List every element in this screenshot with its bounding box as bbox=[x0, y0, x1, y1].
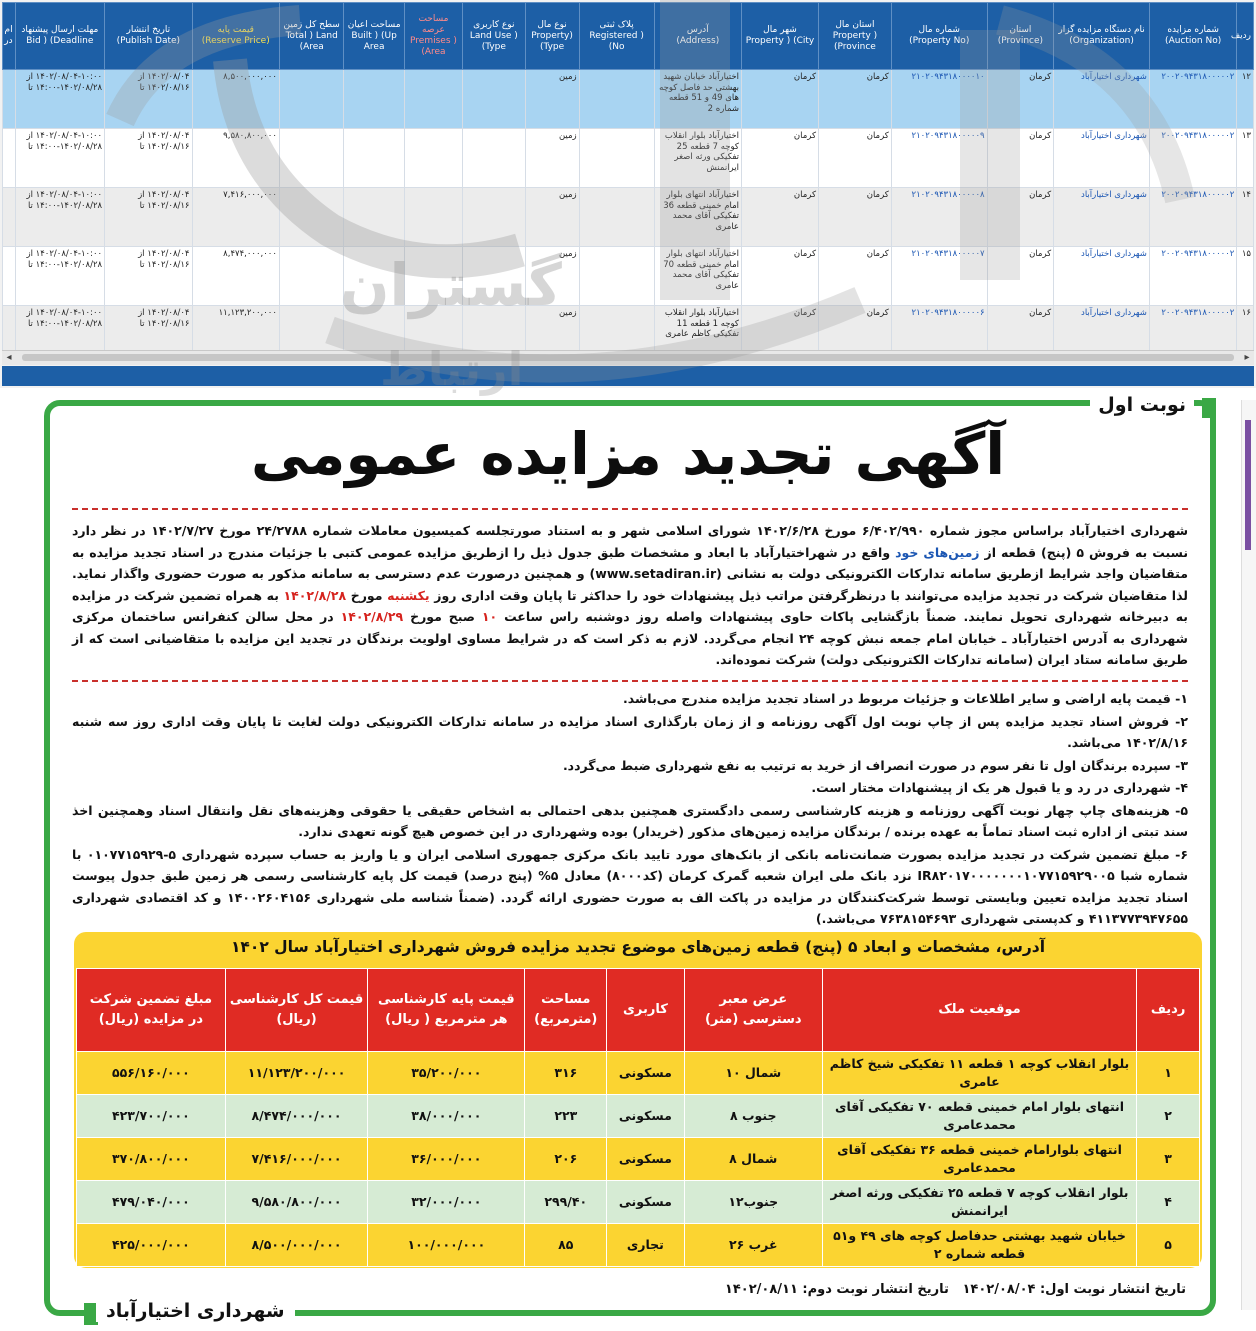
land-cell: مسکونی bbox=[607, 1138, 685, 1181]
land-header-cell: مساحت (مترمربع) bbox=[525, 969, 607, 1052]
header-label-en: (Address) bbox=[676, 36, 720, 46]
land-location-cell: انتهای بلوار امام خمینی قطعه ۷۰ تفکیکی آقای محمدعامری bbox=[822, 1095, 1136, 1138]
grid-cell-deadline: ۱۴۰۲/۰۸/۰۴-۱۰:۰۰ از ۱۴۰۲/۰۸/۲۸-۱۴:۰۰ تا bbox=[15, 306, 105, 365]
grid-cell-org: شهرداری اختیارآباد bbox=[1054, 188, 1150, 247]
header-label-en: Property ) (Province bbox=[832, 30, 878, 52]
grid-cell bbox=[279, 70, 344, 129]
term-item: ۲- فروش اسناد تجدید مزایده پس از چاپ نوبت اول آگهی روزنامه و از زمان بارگذاری اسناد مزایده در سامانه تدارکات الکترونیکی دولت لغایت تا پایان وقت اداری روز سه شنبه ۱۴۰۲/۸/۱۶ می‌باشد. bbox=[72, 713, 1188, 750]
header-label-en: Land Use ) (Type bbox=[469, 30, 518, 52]
grid-cell-property-no: ۲۱۰۲۰۹۴۳۱۸۰۰۰۰۰۸ bbox=[891, 188, 987, 247]
deadline-day: یکشنبه bbox=[387, 587, 430, 603]
header-label-fa: مساحت عرصه bbox=[418, 14, 449, 35]
grid-cell-type: زمین bbox=[525, 129, 579, 188]
land-cell: ۹/۵۸۰/۸۰۰/۰۰۰ bbox=[225, 1181, 367, 1224]
watermark-text-2: ارتباط bbox=[380, 342, 524, 396]
term-item: ۴- شهرداری در رد و یا قبول هر یک از پیشنهادات مختار است. bbox=[811, 780, 1188, 795]
grid-cell-prop-city: کرمان bbox=[741, 188, 818, 247]
grid-cell-org: شهرداری اختیارآباد bbox=[1054, 70, 1150, 129]
land-cell: ۸۵ bbox=[525, 1224, 607, 1267]
header-label-fa: پلاک ثبتی bbox=[599, 19, 634, 30]
header-label-fa: آدرس bbox=[686, 25, 709, 35]
terms-list bbox=[72, 688, 1188, 931]
grid-row[interactable] bbox=[3, 70, 1254, 129]
grid-cell-num: ۱۴ bbox=[1237, 188, 1254, 247]
grid-cell bbox=[463, 188, 525, 247]
grid-cell-auction: ۲۰۰۲۰۹۴۳۱۸۰۰۰۰۰۲ bbox=[1149, 188, 1236, 247]
grid-cell bbox=[279, 247, 344, 306]
land-cell: ۳ bbox=[1137, 1138, 1200, 1181]
land-cell: ۳۲/۰۰۰/۰۰۰ bbox=[368, 1181, 525, 1224]
grid-cell bbox=[344, 247, 404, 306]
grid-header-cell[interactable] bbox=[1149, 3, 1236, 70]
grid-cell-prop-city: کرمان bbox=[741, 247, 818, 306]
grid-cell-province: کرمان bbox=[987, 247, 1054, 306]
grid-header-cell[interactable] bbox=[891, 3, 987, 70]
land-location-cell: بلوار انقلاب کوچه ۱ قطعه ۱۱ تفکیکی شیخ کاظم عامری bbox=[822, 1052, 1136, 1095]
grid-cell-address: اختیارآباد بلوار انقلاب کوچه 7 قطعه 25 تفکیکی ورثه اصغر ایرانمنش bbox=[654, 129, 741, 188]
intro-text-6: در محل سالن کنفرانس ساختمان مرکزی شهرداری به آدرس اختیارآباد ـ خیابان امام جمعه نبش کوچه ۲۴ انجام می‌گردد. لازم به ذکر است که در شرایط مساوی اولویت برندگان در تجدید این مزایده با متقاضیانی است که از طریق سامانه ستاد ایران (سامانه تدارکات الکترونیکی دولت) شرکت نموده‌اند. bbox=[72, 609, 1188, 667]
land-cell: ۱۰۰/۰۰۰/۰۰۰ bbox=[368, 1224, 525, 1267]
grid-cell bbox=[463, 247, 525, 306]
grid-cell-type: زمین bbox=[525, 247, 579, 306]
land-header-cell: مبلغ تضمین شرکت در مزایده (ریال) bbox=[77, 969, 226, 1052]
grid-cell-reg bbox=[579, 70, 654, 129]
header-label-en: (Province) bbox=[997, 36, 1044, 46]
land-cell: ۷/۴۱۶/۰۰۰/۰۰۰ bbox=[225, 1138, 367, 1181]
header-label-en: Property ) (City bbox=[745, 36, 815, 46]
second-publish-date: ۱۴۰۲/۰۸/۱۱ bbox=[724, 1282, 798, 1297]
land-cell: ۱۱/۱۲۳/۲۰۰/۰۰۰ bbox=[225, 1052, 367, 1095]
grid-cell-auction: ۲۰۰۲۰۹۴۳۱۸۰۰۰۰۰۲ bbox=[1149, 129, 1236, 188]
auction-grid bbox=[2, 2, 1254, 365]
grid-cell-price: ۸,۴۷۴,۰۰۰,۰۰۰ bbox=[192, 247, 279, 306]
grid-cell-publish: ۱۴۰۲/۰۸/۰۴ از ۱۴۰۲/۰۸/۱۶ تا bbox=[105, 306, 192, 365]
auction-grid-panel bbox=[0, 0, 1256, 396]
grid-cell-auction: ۲۰۰۲۰۹۴۳۱۸۰۰۰۰۰۲ bbox=[1149, 306, 1236, 365]
grid-cell-prop-province: کرمان bbox=[819, 129, 892, 188]
term-item: ۶- مبلغ تضمین شرکت در تجدید مزایده بصورت ضمانت‌نامه بانکی از بانک‌های مورد تایید بانک مرکزی جمهوری اسلامی ایران و یا واریز به حساب سپرده شهرداری ۵-۰۱۰۷۷۱۵۹۲۹ با شماره شبا IR۸۲۰۱۷۰۰۰۰۰۰۰۱۰۷۷۱۵۹۲۹۰۰۵ نزد بانک ملی ایران شعبه گمرک کرمان (کد۸۰۰۰) معادل ۵% (پنج درصد) قیمت کل پایه کارشناسی رسمی هر زمین طبق جدول پیوست اسناد تجدید مزایده تعیین وبایستی توسط شرکت‌کنندگان در مزایده در پاکت الف به صورت حضوری ارائه گردد. (ضمناً شناسه ملی شهرداری ۱۴۰۰۲۶۰۴۱۵۶ و کد اقتصادی شهرداری ۴۱۱۳۷۷۳۹۴۷۶۵۵ و کدپستی شهرداری ۷۶۳۸۱۵۴۶۹۳ می‌باشد.) bbox=[72, 846, 1188, 926]
header-label-fa: شهر مال bbox=[763, 25, 797, 35]
turn-marker bbox=[1202, 398, 1216, 418]
grid-header-cell[interactable] bbox=[1230, 3, 1254, 70]
grid-cell-org: شهرداری اختیارآباد bbox=[1054, 129, 1150, 188]
header-label-fa: شماره مزایده bbox=[1167, 25, 1219, 35]
grid-cell-price: ۷,۴۱۶,۰۰۰,۰۰۰ bbox=[192, 188, 279, 247]
grid-cell-publish: ۱۴۰۲/۰۸/۰۴ از ۱۴۰۲/۰۸/۱۶ تا bbox=[105, 247, 192, 306]
divider bbox=[72, 680, 1188, 682]
grid-cell-province: کرمان bbox=[987, 306, 1054, 365]
land-cell: ۲ bbox=[1137, 1095, 1200, 1138]
grid-cell-publish: ۱۴۰۲/۰۸/۰۴ از ۱۴۰۲/۰۸/۱۶ تا bbox=[105, 188, 192, 247]
grid-header-cell[interactable] bbox=[192, 3, 279, 70]
header-label-en: (Auction No) bbox=[1165, 36, 1222, 46]
opening-hour: ۱۰ bbox=[481, 609, 498, 624]
land-row bbox=[77, 1052, 1200, 1095]
land-cell: مسکونی bbox=[607, 1181, 685, 1224]
grid-cell bbox=[3, 247, 16, 306]
land-row bbox=[77, 1224, 1200, 1267]
intro-link: زمین‌های خود bbox=[895, 544, 980, 560]
land-cell: ۳۷۰/۸۰۰/۰۰۰ bbox=[77, 1138, 226, 1181]
grid-cell-deadline: ۱۴۰۲/۰۸/۰۴-۱۰:۰۰ از ۱۴۰۲/۰۸/۲۸-۱۴:۰۰ تا bbox=[15, 188, 105, 247]
side-strip bbox=[1241, 400, 1256, 1310]
land-header-cell: ردیف bbox=[1137, 969, 1200, 1052]
header-label-en: Premises ) (Area bbox=[410, 36, 457, 57]
header-label-fa: ام در bbox=[4, 25, 13, 46]
land-cell: شمال ۸ bbox=[684, 1138, 822, 1181]
header-label-fa: ردیف bbox=[1230, 30, 1251, 41]
header-label-en: Registered ) (No bbox=[589, 30, 644, 52]
grid-cell-auction: ۲۰۰۲۰۹۴۳۱۸۰۰۰۰۰۲ bbox=[1149, 247, 1236, 306]
land-cell: ۲۲۳ bbox=[525, 1095, 607, 1138]
land-row bbox=[77, 1138, 1200, 1181]
grid-header-cell[interactable] bbox=[654, 3, 741, 70]
header-label-en: Property) (Type bbox=[531, 30, 573, 52]
land-cell: شمال ۱۰ bbox=[684, 1052, 822, 1095]
grid-cell-num: ۱۵ bbox=[1237, 247, 1254, 306]
land-cell: ۴۲۵/۰۰۰/۰۰۰ bbox=[77, 1224, 226, 1267]
header-label-en: Total ) Land (Area bbox=[285, 30, 338, 52]
land-cell: ۳۵/۲۰۰/۰۰۰ bbox=[368, 1052, 525, 1095]
grid-cell-property-no: ۲۱۰۲۰۹۴۳۱۸۰۰۰۰۰۷ bbox=[891, 247, 987, 306]
land-header-cell: موقعیت ملک bbox=[822, 969, 1136, 1052]
grid-header-row bbox=[3, 3, 1254, 70]
grid-header-cell[interactable] bbox=[819, 3, 892, 70]
grid-cell-property-no: ۲۱۰۲۰۹۴۳۱۸۰۰۰۰۱۰ bbox=[891, 70, 987, 129]
intro-text-5: صبح مورخ bbox=[403, 609, 482, 624]
intro-text-2: واقع در شهراختیارآباد با ابعاد و مشخصات طبق جدول ذیل را ازطریق مزایده عمومی کتبی با جزئیات مندرج در اسناد تجدید مزایده به متقاضیان واجد شرایط ازطریق سامانه تدارکات الکترونیکی دولت به نشانی (www.setadiran.ir) و همچنین درصورت عدم دسترسی به سامانه مذکور به صورت حضوری واگذار نماید. لذا متقاضیان شرکت در تجدید مزایده می‌توانند با درنظرگرفتن مراتب ذیل پیشنهادات خود را حداکثر تا پایان وقت اداری روز bbox=[72, 544, 1189, 603]
land-cell: ۱ bbox=[1137, 1052, 1200, 1095]
grid-footer-band bbox=[2, 366, 1254, 386]
grid-cell-address: اختیارآباد انتهای بلوار امام خمینی قطعه 36 تفکیکی آقای محمد عامری bbox=[654, 188, 741, 247]
grid-cell-prop-city: کرمان bbox=[741, 129, 818, 188]
grid-cell-num: ۱۳ bbox=[1237, 129, 1254, 188]
table-caption: آدرس، مشخصات و ابعاد ۵ (پنج) قطعه زمین‌های موضوع تجدید مزایده فروش شهرداری اختیارآباد سال ۱۴۰۲ bbox=[230, 938, 1046, 956]
land-header-cell: کاربری bbox=[607, 969, 685, 1052]
land-cell: ۵۵۶/۱۶۰/۰۰۰ bbox=[77, 1052, 226, 1095]
land-cell: ۳۸/۰۰۰/۰۰۰ bbox=[368, 1095, 525, 1138]
first-publish-date: ۱۴۰۲/۰۸/۰۴ bbox=[962, 1282, 1036, 1297]
grid-cell bbox=[404, 247, 462, 306]
land-cell: جنوب ۸ bbox=[684, 1095, 822, 1138]
grid-header-cell[interactable] bbox=[463, 3, 525, 70]
land-cell: ۲۰۶ bbox=[525, 1138, 607, 1181]
grid-cell-province: کرمان bbox=[987, 188, 1054, 247]
intro-text-1: شهرداری اختیارآباد براساس مجوز شماره ۶/۴۰۲/۹۹۰ مورخ ۱۴۰۲/۶/۲۸ شورای اسلامی شهر و به استناد صورتجلسه کمیسیون معاملات شماره ۲۴/۲۷۸۸ مورخ ۱۴۰۲/۷/۲۷ در نظر دارد نسبت به فروش ۵ (پنج) قطعه از bbox=[72, 523, 1189, 560]
grid-cell bbox=[344, 188, 404, 247]
grid-cell-price: ۸,۵۰۰,۰۰۰,۰۰۰ bbox=[192, 70, 279, 129]
land-cell: تجاری bbox=[607, 1224, 685, 1267]
land-location-cell: انتهای بلوارامام خمینی قطعه ۳۶ تفکیکی آقای محمدعامری bbox=[822, 1138, 1136, 1181]
grid-header-cell[interactable] bbox=[344, 3, 404, 70]
grid-cell bbox=[279, 188, 344, 247]
grid-cell bbox=[3, 129, 16, 188]
grid-cell-reg bbox=[579, 129, 654, 188]
header-label-en: (Publish Date) bbox=[116, 36, 181, 46]
grid-header-cell[interactable] bbox=[105, 3, 192, 70]
land-location-cell: خیابان شهید بهشتی حدفاصل کوچه های ۴۹ و۵۱ قطعه شماره ۲ bbox=[822, 1224, 1136, 1267]
grid-cell-org: شهرداری اختیارآباد bbox=[1054, 247, 1150, 306]
header-label-en: Built ) (Up Area bbox=[351, 30, 397, 52]
horizontal-scrollbar[interactable] bbox=[2, 350, 1254, 365]
grid-cell-price: ۱۱,۱۲۳,۲۰۰,۰۰۰ bbox=[192, 306, 279, 365]
grid-cell-address: اختیارآباد خیابان شهید بهشتی حد فاصل کوچه های 49 و 51 قطعه شماره 2 bbox=[654, 70, 741, 129]
scroll-left-icon[interactable]: ◂ bbox=[6, 352, 12, 363]
land-table-header bbox=[77, 969, 1200, 1052]
grid-cell bbox=[279, 129, 344, 188]
ad-title: آگهی تجدید مزایده عمومی bbox=[250, 420, 1006, 488]
grid-cell bbox=[3, 70, 16, 129]
header-label-fa: استان مال bbox=[835, 19, 875, 30]
scroll-right-icon[interactable]: ▸ bbox=[1244, 352, 1250, 363]
header-label-fa: شماره مال bbox=[918, 25, 960, 35]
grid-cell-property-no: ۲۱۰۲۰۹۴۳۱۸۰۰۰۰۰۶ bbox=[891, 306, 987, 365]
land-header-cell: قیمت کل کارشناسی (ریال) bbox=[225, 969, 367, 1052]
grid-cell-deadline: ۱۴۰۲/۰۸/۰۴-۱۰:۰۰ از ۱۴۰۲/۰۸/۲۸-۱۴:۰۰ تا bbox=[15, 247, 105, 306]
grid-cell-prop-city: کرمان bbox=[741, 70, 818, 129]
intro-text-4: به همراه تضمین شرکت در مزایده به دبیرخانه شهرداری تحویل نمایند. ضمناً بازگشایی پاکات حاوی پیشنهادات واصله روز دوشنبه راس ساعت bbox=[72, 587, 1188, 624]
grid-row[interactable] bbox=[3, 188, 1254, 247]
grid-cell-reg bbox=[579, 188, 654, 247]
land-cell: ۴۲۳/۷۰۰/۰۰۰ bbox=[77, 1095, 226, 1138]
grid-cell-property-no: ۲۱۰۲۰۹۴۳۱۸۰۰۰۰۰۹ bbox=[891, 129, 987, 188]
grid-cell-price: ۹,۵۸۰,۸۰۰,۰۰۰ bbox=[192, 129, 279, 188]
header-label-fa: تاریخ انتشار bbox=[126, 25, 171, 35]
land-table-body bbox=[77, 1052, 1200, 1267]
grid-cell-publish: ۱۴۰۲/۰۸/۰۴ از ۱۴۰۲/۰۸/۱۶ تا bbox=[105, 129, 192, 188]
land-cell: مسکونی bbox=[607, 1095, 685, 1138]
opening-date: ۱۴۰۲/۸/۲۹ bbox=[340, 609, 404, 624]
grid-cell-publish: ۱۴۰۲/۰۸/۰۴ از ۱۴۰۲/۰۸/۱۶ تا bbox=[105, 70, 192, 129]
grid-header-cell[interactable] bbox=[525, 3, 579, 70]
grid-cell bbox=[344, 70, 404, 129]
grid-header-cell[interactable] bbox=[3, 3, 16, 70]
term-item: ۳- سپرده برندگان اول تا نفر سوم در صورت انصراف از خرید به ترتیب به نفع شهرداری ضبط می‌گردد. bbox=[562, 757, 1188, 773]
grid-cell-province: کرمان bbox=[987, 129, 1054, 188]
grid-row[interactable] bbox=[3, 247, 1254, 306]
turn-label: نوبت اول bbox=[1090, 394, 1194, 416]
watermark-text: گستران bbox=[340, 251, 562, 319]
grid-cell-num: ۱۶ bbox=[1237, 306, 1254, 365]
land-cell: ۲۹۹/۴۰ bbox=[525, 1181, 607, 1224]
header-label-fa: مهلت ارسال پیشنهاد bbox=[21, 25, 99, 35]
header-label-fa: استان bbox=[1009, 25, 1032, 35]
grid-header-cell[interactable] bbox=[404, 3, 462, 70]
grid-header-cell[interactable] bbox=[15, 3, 105, 70]
header-label-en: (Organization) bbox=[1069, 36, 1134, 46]
grid-cell-org: شهرداری اختیارآباد bbox=[1054, 306, 1150, 365]
grid-cell bbox=[404, 129, 462, 188]
grid-header-cell[interactable] bbox=[579, 3, 654, 70]
header-label-fa: قیمت پایه bbox=[217, 25, 254, 35]
grid-cell bbox=[463, 70, 525, 129]
deadline-date: ۱۴۰۲/۸/۲۸ bbox=[283, 587, 347, 603]
land-cell: ۴۷۹/۰۴۰/۰۰۰ bbox=[77, 1181, 226, 1224]
grid-cell-type: زمین bbox=[525, 306, 579, 365]
land-cell: مسکونی bbox=[607, 1052, 685, 1095]
grid-cell-deadline: ۱۴۰۲/۰۸/۰۴-۱۰:۰۰ از ۱۴۰۲/۰۸/۲۸-۱۴:۰۰ تا bbox=[15, 70, 105, 129]
land-cell: ۳۱۶ bbox=[525, 1052, 607, 1095]
grid-cell-type: زمین bbox=[525, 188, 579, 247]
land-cell: ۴ bbox=[1137, 1181, 1200, 1224]
land-row bbox=[77, 1095, 1200, 1138]
publish-dates bbox=[725, 1282, 1186, 1297]
grid-cell-prop-city: کرمان bbox=[741, 306, 818, 365]
term-item: ۱- قیمت پایه اراضی و سایر اطلاعات و جزئیات مربوط در اسناد تجدید مزایده مندرج می‌باشد. bbox=[623, 691, 1188, 706]
land-row bbox=[77, 1181, 1200, 1224]
divider bbox=[72, 508, 1188, 510]
intro-paragraph bbox=[72, 520, 1188, 671]
second-publish-label: تاریخ انتشار نوبت دوم: bbox=[802, 1282, 949, 1297]
header-label-fa: سطح کل زمین bbox=[283, 19, 340, 30]
grid-cell-address: اختیارآباد انتهای بلوار امام خمینی قطعه 70 تفکیکی آقای محمد عامری bbox=[654, 247, 741, 306]
grid-cell-reg bbox=[579, 247, 654, 306]
header-label-en: Bid ) (Deadline bbox=[26, 36, 94, 46]
grid-cell-address: اختیارآباد بلوار انقلاب کوچه 1 قطعه 11 تفکیکی کاظم عامری bbox=[654, 306, 741, 365]
grid-cell bbox=[404, 70, 462, 129]
land-cell: ۸/۵۰۰/۰۰۰/۰۰۰ bbox=[225, 1224, 367, 1267]
scrollbar-thumb[interactable] bbox=[22, 354, 1234, 361]
grid-cell bbox=[3, 188, 16, 247]
grid-cell-num: ۱۲ bbox=[1237, 70, 1254, 129]
grid-cell-prop-province: کرمان bbox=[819, 247, 892, 306]
header-label-fa: نام دستگاه مزایده گزار bbox=[1058, 25, 1145, 35]
land-cell: ۸/۴۷۴/۰۰۰/۰۰۰ bbox=[225, 1095, 367, 1138]
land-cell: ۵ bbox=[1137, 1224, 1200, 1267]
grid-cell-auction: ۲۰۰۲۰۹۴۳۱۸۰۰۰۰۰۲ bbox=[1149, 70, 1236, 129]
header-label-fa: مساحت اعیان bbox=[347, 19, 401, 30]
header-label-fa: نوع کاربری bbox=[473, 19, 515, 30]
grid-header-cell[interactable] bbox=[279, 3, 344, 70]
land-cell: جنوب۱۲ bbox=[684, 1181, 822, 1224]
grid-cell-type: زمین bbox=[525, 70, 579, 129]
land-location-cell: بلوار انقلاب کوچه ۷ قطعه ۲۵ تفکیکی ورثه اصغر ایرانمنش bbox=[822, 1181, 1136, 1224]
grid-cell-prop-province: کرمان bbox=[819, 70, 892, 129]
first-publish-label: تاریخ انتشار نوبت اول: bbox=[1039, 1282, 1186, 1297]
municipality-signature: شهرداری اختیارآباد bbox=[96, 1300, 295, 1322]
land-table-box bbox=[74, 932, 1202, 1268]
land-cell: ۳۶/۰۰۰/۰۰۰ bbox=[368, 1138, 525, 1181]
grid-cell bbox=[404, 188, 462, 247]
header-label-fa: نوع مال bbox=[537, 19, 567, 30]
grid-row[interactable] bbox=[3, 129, 1254, 188]
header-label-en: (Property No) bbox=[909, 36, 970, 46]
grid-cell bbox=[463, 129, 525, 188]
land-cell: غرب ۲۶ bbox=[684, 1224, 822, 1267]
grid-cell-deadline: ۱۴۰۲/۰۸/۰۴-۱۰:۰۰ از ۱۴۰۲/۰۸/۲۸-۱۴:۰۰ تا bbox=[15, 129, 105, 188]
land-table bbox=[76, 968, 1200, 1267]
header-label-en: (Reserve Price) bbox=[201, 36, 270, 46]
grid-header-cell[interactable] bbox=[987, 3, 1054, 70]
grid-cell bbox=[344, 129, 404, 188]
grid-header-cell[interactable] bbox=[741, 3, 818, 70]
grid-cell-province: کرمان bbox=[987, 70, 1054, 129]
grid-header-cell[interactable] bbox=[1054, 3, 1150, 70]
grid-body bbox=[3, 70, 1254, 365]
grid-cell-prop-province: کرمان bbox=[819, 188, 892, 247]
land-header-cell: عرض معبر دسترسی (متر) bbox=[684, 969, 822, 1052]
grid-cell-prop-province: کرمان bbox=[819, 306, 892, 365]
term-item: ۵- هزینه‌های چاپ چهار نوبت آگهی روزنامه و هزینه کارشناسی رسمی دادگستری همچنین بدهی احتمالی به اشخاص حقیقی یا حقوقی وهزینه‌های نقل وانتقال اسناد وهمچنین اخذ سند تبتی از اداره ثبت اسناد تماماً به عهده برنده / برندگان مزایده زمین‌های مذکور (خریدار) بوده وشهرداری در این خصوص هیچ گونه تعهدی ندارد. bbox=[72, 802, 1188, 839]
intro-text-3: مورخ bbox=[346, 587, 388, 603]
land-header-cell: قیمت پایه کارشناسی هر مترمربع ( ریال) bbox=[368, 969, 525, 1052]
